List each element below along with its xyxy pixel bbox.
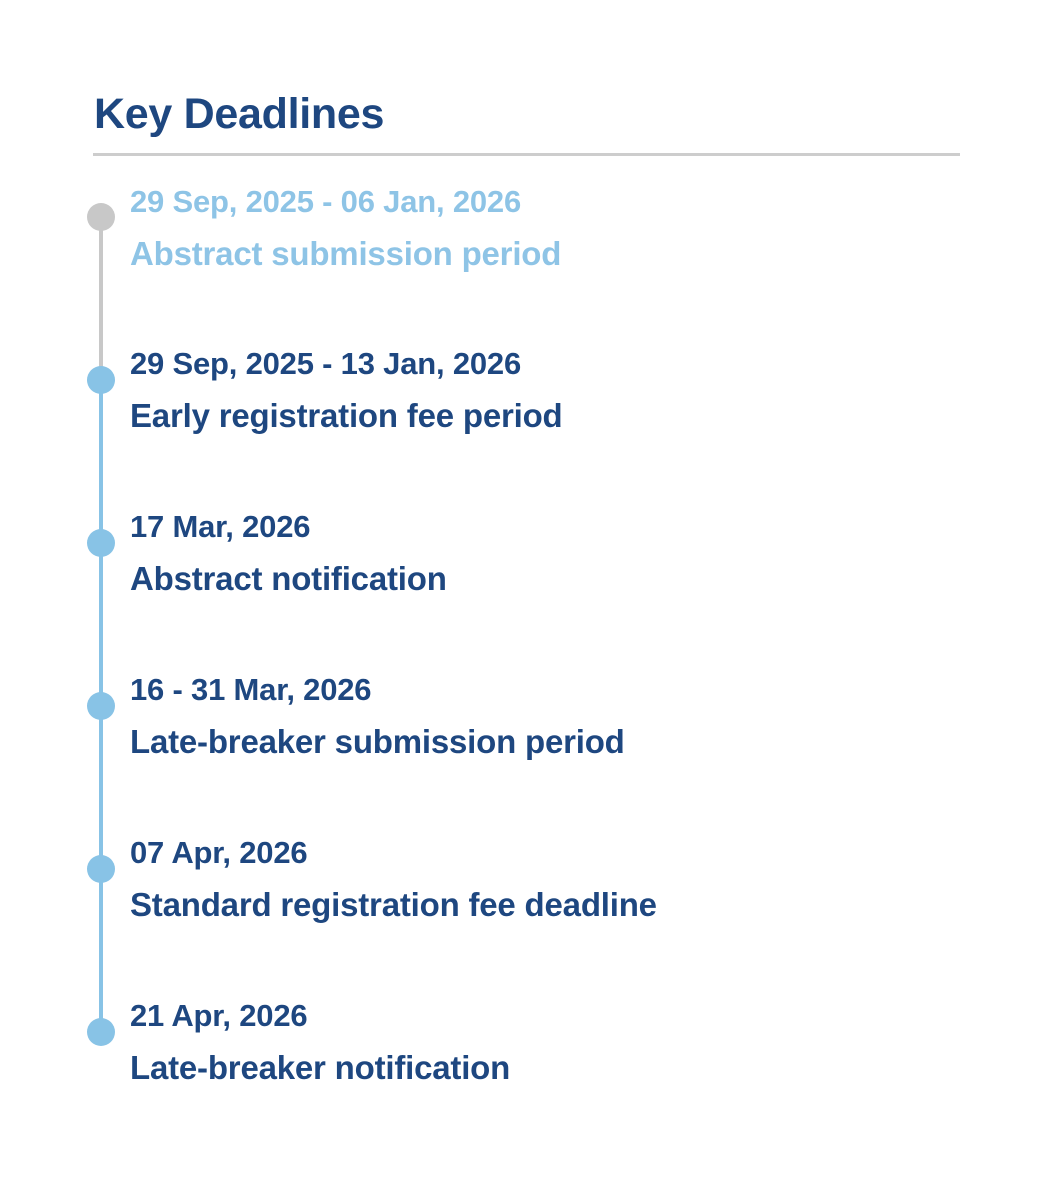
deadline-label: Late-breaker notification: [130, 1049, 511, 1086]
deadline-date: 21 Apr, 2026: [130, 998, 308, 1033]
timeline-item: [130, 507, 1010, 599]
timeline-item: [130, 344, 1010, 436]
deadline-date: 29 Sep, 2025 - 13 Jan, 2026: [130, 346, 521, 381]
timeline-item: [130, 182, 1010, 274]
timeline-item: [130, 996, 1010, 1088]
deadline-date: 29 Sep, 2025 - 06 Jan, 2026: [130, 184, 521, 219]
deadline-date: 17 Mar, 2026: [130, 509, 311, 544]
timeline-item: [130, 670, 1010, 762]
timeline-marker: [87, 366, 115, 394]
timeline-marker: [87, 529, 115, 557]
timeline-marker: [87, 692, 115, 720]
deadline-label: Early registration fee period: [130, 397, 563, 434]
deadline-label: Abstract submission period: [130, 235, 562, 272]
deadline-label: Standard registration fee deadline: [130, 886, 657, 923]
timeline-marker-past: [87, 203, 115, 231]
timeline-item: [130, 833, 1010, 925]
deadline-label: Late-breaker submission period: [130, 723, 625, 760]
page-title: Key Deadlines: [94, 90, 385, 138]
deadline-date: 16 - 31 Mar, 2026: [130, 672, 372, 707]
timeline-marker: [87, 1018, 115, 1046]
deadline-date: 07 Apr, 2026: [130, 835, 308, 870]
timeline-line-past: [99, 217, 103, 380]
timeline-marker: [87, 855, 115, 883]
deadline-label: Abstract notification: [130, 560, 447, 597]
